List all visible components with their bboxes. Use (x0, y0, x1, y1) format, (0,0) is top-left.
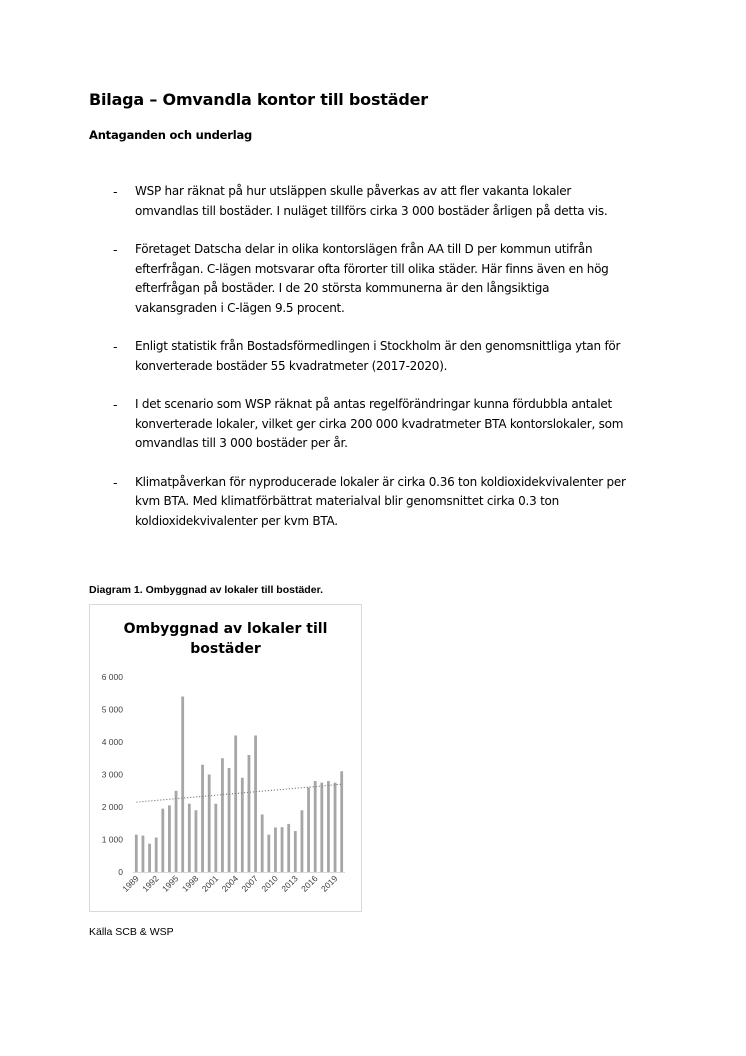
bar (241, 778, 244, 872)
bar (320, 783, 323, 872)
bar (208, 775, 211, 873)
bar (334, 783, 337, 872)
bar (314, 781, 317, 872)
bullet-line: konverterade lokaler, vilket ger cirka 200 000 kvadratmeter BTA kontorslokaler, som (135, 416, 624, 431)
list-item (89, 395, 669, 454)
bullet-line: Företaget Datscha delar in olika kontorslägen från AA till D per kommun utifrån (135, 242, 593, 256)
chart-caption: Diagram 1. Ombyggnad av lokaler till bostäder. (89, 584, 323, 596)
page-title: Bilaga – Omvandla kontor till bostäder (89, 90, 428, 109)
y-tick-label: 1 000 (101, 834, 123, 845)
x-tick-label: 2013 (279, 873, 300, 894)
bar (188, 804, 191, 872)
x-tick-label: 2016 (299, 873, 320, 894)
x-tick-label: 1998 (179, 873, 201, 894)
bar (201, 765, 204, 872)
x-tick-label: 1989 (120, 873, 141, 894)
bullet-line: omvandlas till bostäder. I nuläget tillförs cirka 3 000 bostäder årligen på detta vis. (135, 203, 608, 218)
x-tick-label: 2007 (239, 873, 260, 894)
bullet-marker: - (113, 474, 118, 490)
bullet-line: konverterade bostäder 55 kvadratmeter (2017-2020). (135, 358, 448, 373)
bar (214, 804, 217, 872)
list-item (89, 473, 669, 532)
bullet-text (135, 395, 669, 454)
x-tick-label: 1995 (160, 873, 181, 894)
bullet-line: Enligt statistik från Bostadsförmedlingen i Stockholm är den genomsnittliga ytan för (135, 339, 621, 353)
x-tick-label: 2019 (319, 873, 340, 894)
bullet-marker: - (113, 184, 118, 199)
bullet-line: kvm BTA. Med klimatförbättrat materialval blir genomsnittet cirka 0.3 ton (135, 494, 559, 508)
bar (294, 831, 297, 872)
bullet-marker: - (113, 339, 118, 354)
section-subtitle: Antaganden och underlag (89, 128, 253, 142)
chart-title-line: bostäder (190, 641, 261, 657)
bullet-line: WSP har räknat på hur utsläppen skulle påverkas av att fler vakanta lokaler (135, 184, 572, 198)
source-note: Källa SCB & WSP (89, 926, 174, 938)
chart-container (89, 604, 362, 912)
bullet-marker: - (113, 242, 118, 257)
bar (168, 805, 171, 872)
assumptions-list (89, 182, 669, 531)
x-tick-label: 2010 (259, 873, 280, 894)
bar (221, 758, 224, 872)
bullet-text (135, 337, 669, 376)
bar (248, 755, 251, 872)
bar (195, 810, 198, 872)
bullet-line: omvandlas till 3 000 bostäder per år. (135, 436, 348, 450)
bar (181, 697, 184, 873)
list-item (89, 240, 669, 318)
bullet-line: Klimatpåverkan för nyproducerade lokaler är cirka 0.36 ton koldioxidekvivalenter per (135, 474, 626, 489)
bar (228, 768, 231, 872)
bar (148, 844, 151, 872)
y-tick-label: 2 000 (101, 802, 123, 812)
bullet-text (135, 473, 669, 532)
bar (274, 827, 277, 872)
bar (135, 835, 138, 872)
bar (267, 835, 270, 872)
bar (261, 814, 264, 872)
bar (327, 781, 330, 872)
x-tick-label: 2004 (219, 873, 241, 894)
bar (155, 838, 158, 872)
bar (281, 827, 284, 872)
bar (161, 809, 164, 872)
bullet-line: efterfrågan på bostäder. I de 20 största kommunerna är den långsiktiga (135, 281, 550, 295)
bullet-text (135, 182, 669, 221)
bullet-line: koldioxidekvivalenter per kvm BTA. (135, 513, 338, 528)
bar (254, 736, 257, 873)
bullet-line: efterfrågan. C-lägen motsvarar ofta förorter till olika städer. Här finns även en hög (135, 261, 609, 276)
y-tick-label: 0 (118, 867, 123, 877)
bar (234, 736, 237, 873)
y-tick-label: 3 000 (101, 769, 123, 780)
bar (287, 824, 290, 872)
bullet-marker: - (113, 397, 118, 412)
x-tick-label: 2001 (199, 873, 221, 894)
y-tick-label: 4 000 (101, 737, 123, 747)
chart-title-line: Ombyggnad av lokaler till (123, 621, 328, 637)
bullet-line: vakansgraden i C-lägen 9.5 procent. (135, 300, 345, 315)
bar (301, 810, 304, 872)
bar (307, 788, 310, 873)
y-tick-label: 5 000 (101, 704, 123, 715)
bullet-text (135, 240, 669, 318)
bar (175, 791, 178, 872)
y-tick-label: 6 000 (101, 672, 123, 682)
bullet-line: I det scenario som WSP räknat på antas regelförändringar kunna fördubbla antalet (135, 397, 613, 411)
list-item (89, 182, 669, 221)
bar-chart (90, 605, 361, 911)
trendline (136, 784, 341, 802)
bar (142, 836, 145, 872)
bar (340, 771, 343, 872)
x-tick-label: 1992 (140, 873, 161, 894)
list-item (89, 337, 669, 376)
